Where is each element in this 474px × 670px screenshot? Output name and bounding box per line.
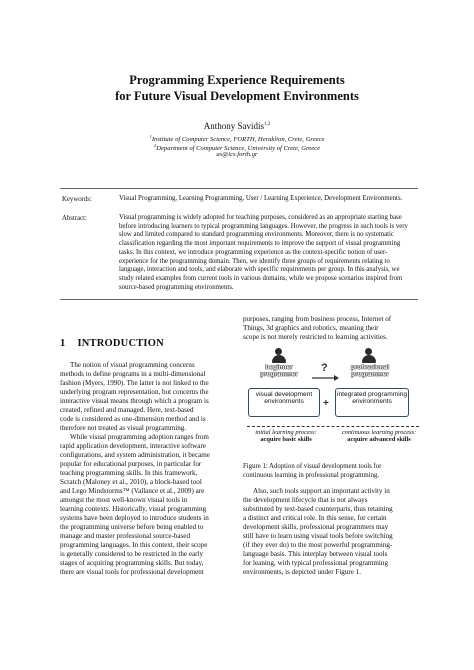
- para-line: for leaning, with typical professional programming: [243, 559, 388, 567]
- para-line: stages of acquiring programming skills. But today,: [60, 559, 204, 567]
- professional-user-icon: [361, 348, 377, 364]
- para-line: language basis. This interplay between visual tools: [243, 550, 388, 558]
- para-line: underlying program representation, but concerns the: [60, 388, 209, 396]
- para-line: manage and master professional source-based: [60, 532, 191, 540]
- para-line: methods to define programs in a multi-dimensional: [60, 370, 206, 378]
- para-line: teaching programming skills. In this framework,: [60, 469, 198, 477]
- para-line: and Lego Mindstorms™ (Vallance et al., 2009) are: [60, 487, 205, 495]
- right-learning-caption: [334, 429, 424, 443]
- abstract-line: study related examples from current tools in various domains, while we propose scenarios inspired from: [119, 274, 403, 282]
- beginner-user-icon: [271, 348, 287, 364]
- para-line: amongst the most well-known visual tools in: [60, 496, 188, 504]
- para-line: still have to learn using visual tools before switching: [243, 532, 393, 540]
- section-title: INTRODUCTION: [77, 338, 164, 349]
- keywords-text: Visual Programming, Learning Programming, User / Learning Experience, Development Environments.: [119, 195, 403, 202]
- abstract-line: experience for the programming domain. Then, we identify three groups of requirements relating to: [119, 257, 390, 265]
- para-line: fashion (Myers, 1990). The latter is not linked to the: [60, 379, 209, 387]
- visual-dev-env-box: visual development environments: [248, 388, 320, 417]
- para-line: is generally considered to be restricted in the early: [60, 550, 204, 558]
- author-name: Anthony Savidis: [203, 121, 264, 131]
- professional-label: professional programmer: [351, 364, 389, 378]
- para-line: (if they ever do) to the most powerful programming-: [243, 541, 393, 549]
- author-email: as@ics.forth.gr: [216, 151, 258, 158]
- paper-title-line1: Programming Experience Requirements: [129, 73, 345, 87]
- rule-top: [60, 188, 418, 189]
- abstract-line: before introducing learners to typical programming languages. However, the progress in such tools is very: [119, 222, 408, 230]
- caption-line: continuous learning in professional programming.: [243, 471, 380, 479]
- abstract-line: tasks. In this context, we introduce programming experience as the context-specific notion of user-: [119, 248, 388, 256]
- para-line: While visual programming adoption ranges from: [70, 433, 209, 441]
- figure-dashed-line: [247, 426, 419, 427]
- para-line: popular for educational purposes, in particular for: [60, 460, 202, 468]
- para-line: systems have been deployed to introduce students in: [60, 514, 209, 522]
- para-line: the programming universe before being enabled to: [60, 523, 204, 531]
- para-line: substituted by text-based counterparts, thus retaining: [243, 505, 393, 513]
- section-heading: [60, 338, 164, 349]
- abstract-label: Abstract:: [62, 215, 87, 222]
- section-number: 1: [60, 338, 66, 349]
- integrated-prog-env-box: integrated programming environments: [335, 388, 409, 417]
- abstract-text: [119, 214, 417, 292]
- left-caption-bold: acquire basic skills: [260, 436, 312, 443]
- left-column: [60, 361, 232, 577]
- abstract-line: classification regarding the most important requirements to improve the support of visual programming: [119, 240, 401, 248]
- author-sup: 1,2: [264, 122, 271, 127]
- right-caption-text: continuous learning process:: [341, 429, 417, 436]
- abstract-line: slow and limited compared to standard programming environments. Moreover, there is no systematic: [119, 231, 394, 239]
- figure-caption: [243, 463, 417, 481]
- para-line: interactive visual means through which a program is: [60, 397, 209, 405]
- rule-bottom: [60, 299, 418, 300]
- abstract-line: language, interaction and tools, and elaborate with specific requirements per group. In this analysis, we: [119, 266, 400, 274]
- author: [0, 121, 474, 131]
- para-line: Scratch (Maloney et al., 2010), a block-based tool: [60, 478, 202, 486]
- para-line: therefore not treated as visual programming.: [60, 424, 187, 432]
- keywords-label: Keywords:: [62, 196, 92, 203]
- abstract-line: Visual programming is widely adopted for teaching purposes, considered as an appropriate starting base: [119, 214, 402, 221]
- question-mark-icon: ?: [321, 362, 328, 374]
- caption-line: Figure 1: Adoption of visual development tools for: [243, 463, 382, 470]
- right-caption-bold: acquire advanced skills: [347, 436, 411, 443]
- para-line: Things, 3d graphics and robotics, meaning their: [243, 324, 379, 332]
- beginner-label: beginner programmer: [260, 364, 298, 378]
- abstract-line: source-based programming environments.: [119, 283, 234, 291]
- para-line: a distinct and critical role. In this sense, for certain: [243, 514, 387, 522]
- para-line: scope is not merely restricted to learning activities.: [243, 333, 388, 341]
- para-line: programming languages. In this context, their scope: [60, 541, 208, 549]
- figure-1: [243, 345, 425, 427]
- plus-icon: +: [323, 398, 329, 409]
- para-line: there are visual tools for professional development: [60, 568, 204, 576]
- affiliation-2-sup: 2: [153, 143, 157, 148]
- arrow-right-icon: [311, 375, 339, 381]
- left-learning-caption: [248, 429, 324, 443]
- para-line: learning contexts. Historically, visual programming: [60, 505, 207, 513]
- affiliation-1-text: Institute of Computer Science, FORTH, Heraklion, Crete, Greece: [151, 136, 325, 144]
- para-line: The notion of visual programming concerns: [70, 361, 195, 369]
- para-line: rapid application development, interactive software: [60, 442, 206, 450]
- para-line: development skills, professional programmers may: [243, 523, 389, 531]
- left-caption-text: initial learning process:: [255, 429, 317, 436]
- para-line: configurations, and system administration, it became: [60, 451, 210, 459]
- para-line: environments, is depicted under Figure 1.: [243, 568, 362, 576]
- affiliation-1-sup: 1: [149, 134, 152, 139]
- affiliation-2-text: Department of Computer Science, University of Crete, Greece: [156, 145, 320, 153]
- paper-title-line2: for Future Visual Development Environments: [115, 89, 359, 103]
- para-line: purposes, ranging from business process, Internet of: [243, 315, 392, 323]
- right-column-para: [243, 487, 417, 577]
- para-line: code is considered as one-dimension method and is: [60, 415, 206, 423]
- right-column-top: [243, 315, 417, 342]
- para-line: the development lifecycle that is not always: [243, 496, 368, 504]
- para-line: Also, such tools support an important activity in: [253, 487, 390, 495]
- para-line: created, refined and managed. Here, text-based: [60, 406, 194, 414]
